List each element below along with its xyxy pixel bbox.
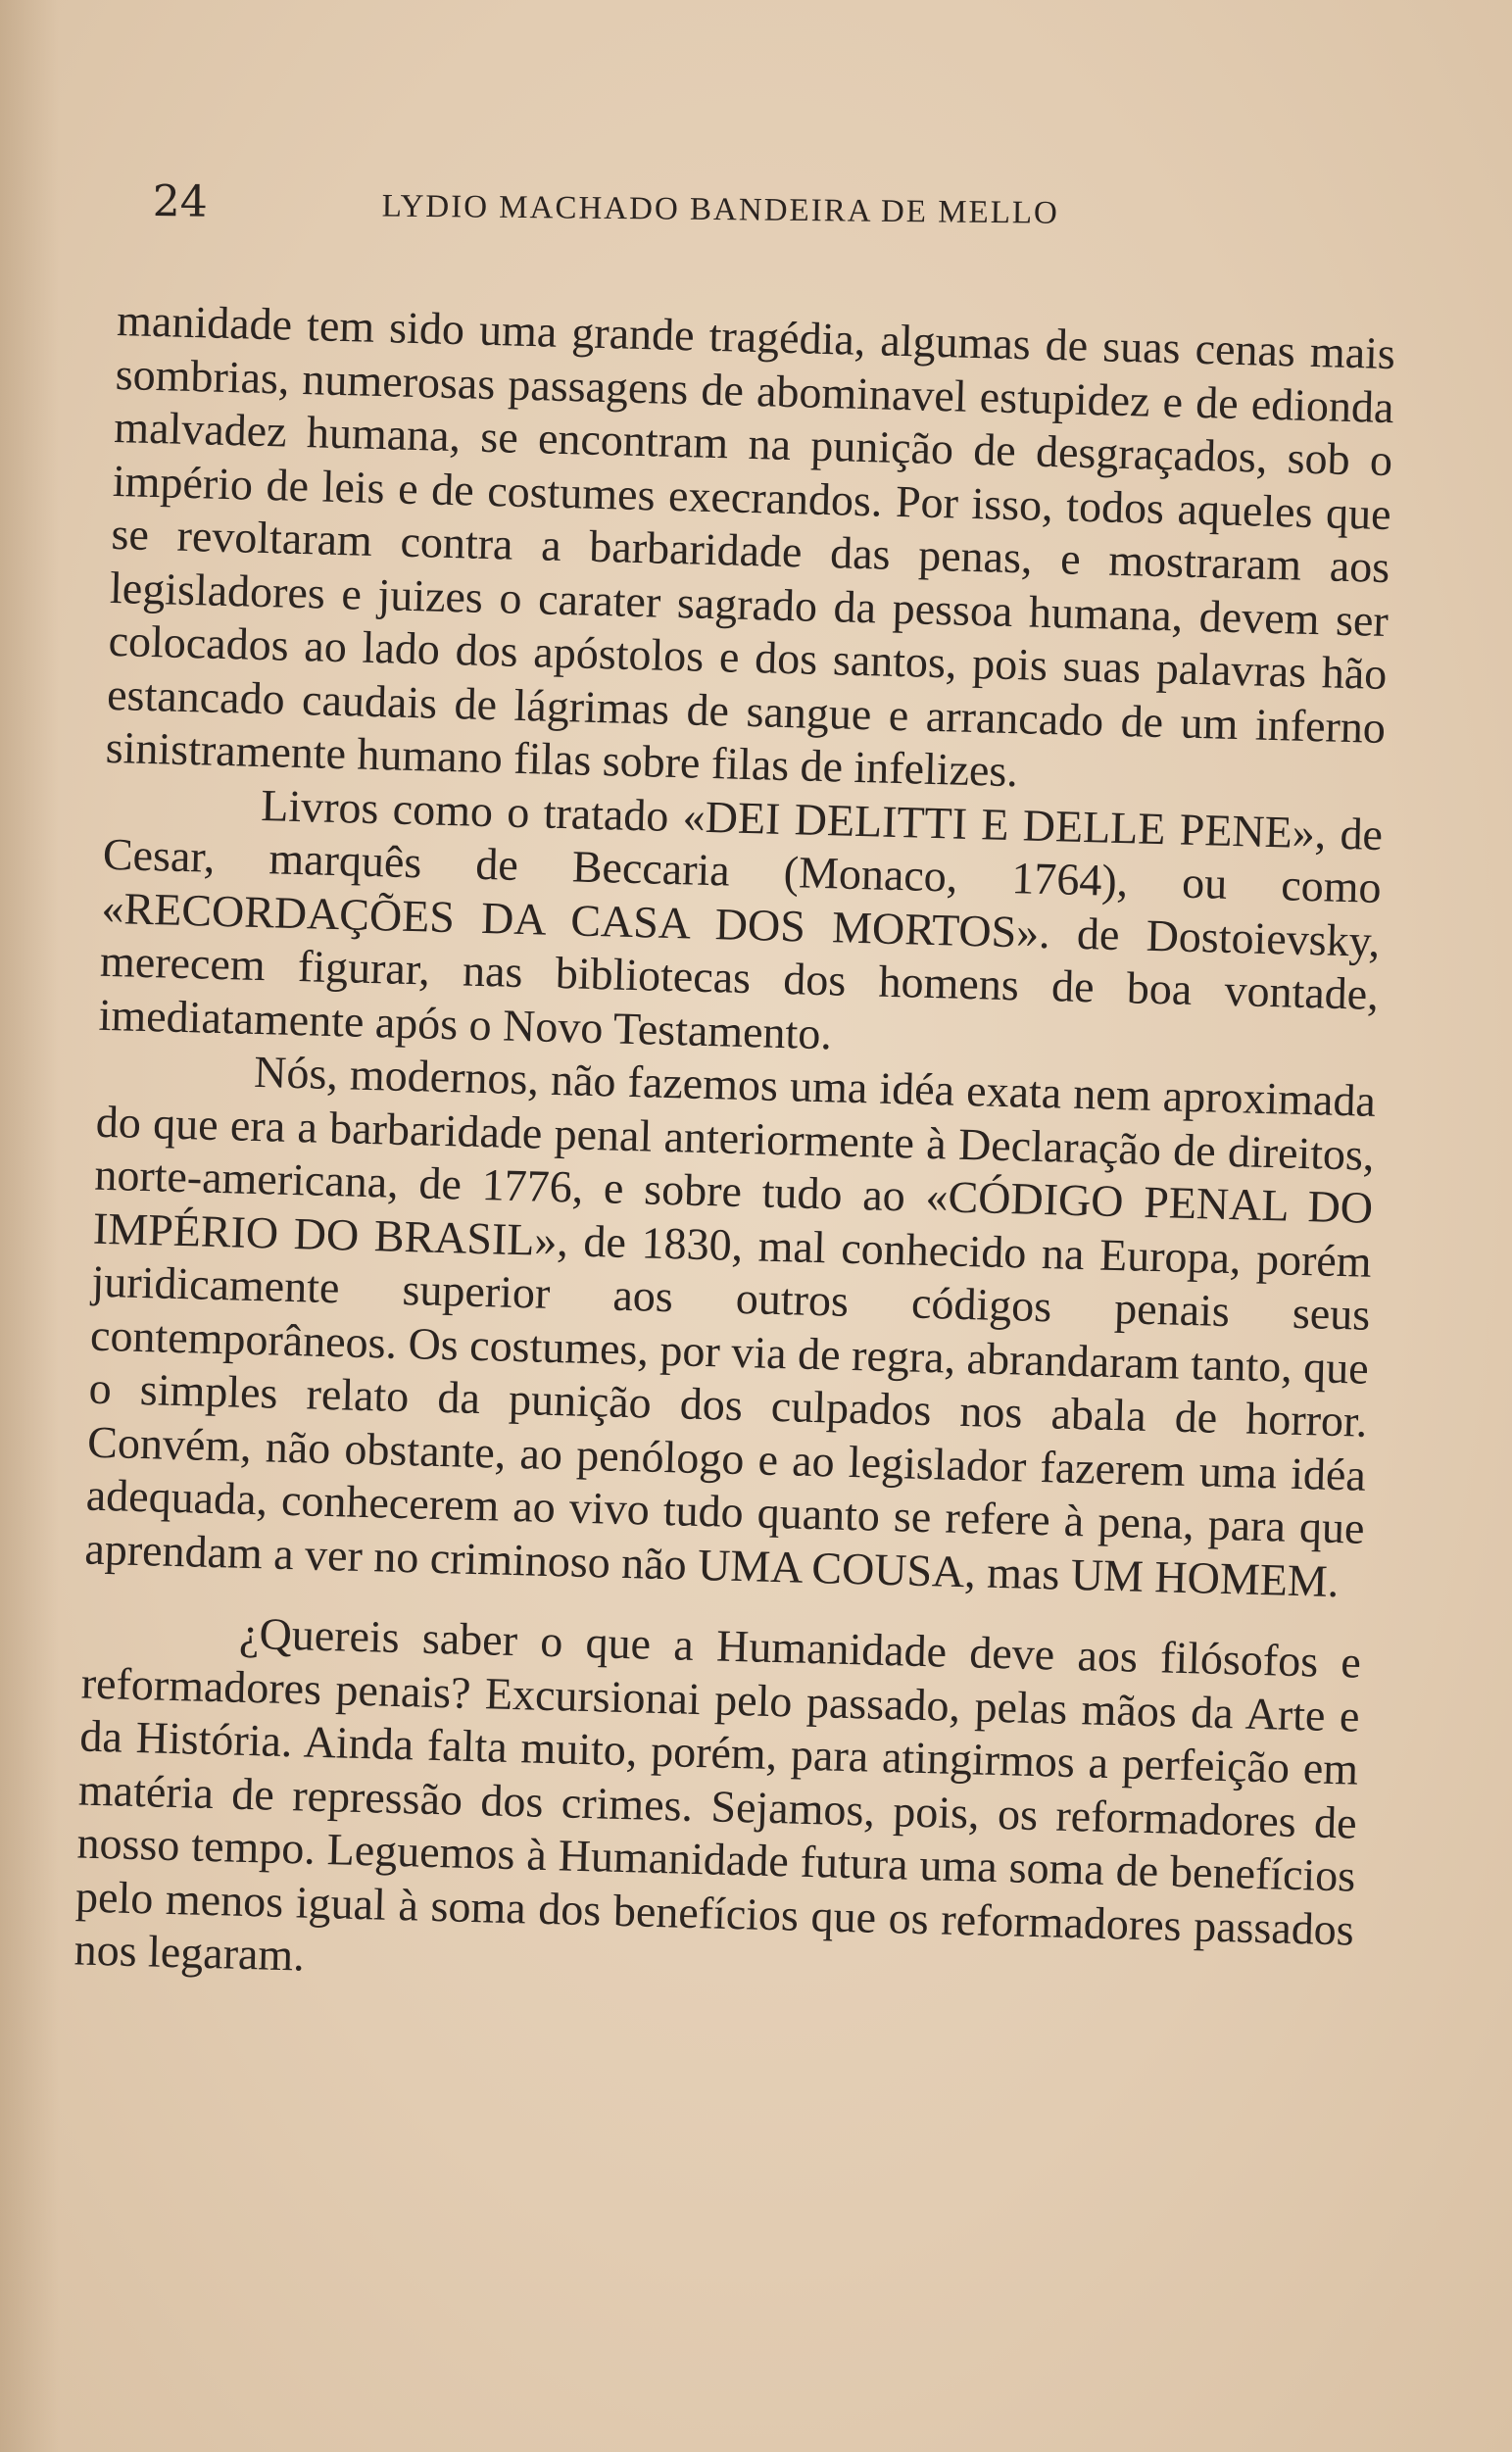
page-header	[146, 176, 1186, 246]
body-text	[73, 294, 1396, 2010]
paragraph-2: Livros como o tratado «DEI DELITTI E DELLE PENE», de Cesar, marquês de Beccaria (Monaco, 1764), ou como «RECORDAÇÕES DA CASA DOS MORTOS». de Dostoievsky, merecem figurar, nas bibliotecas dos homens de boa vontade, imediatamente após o Novo Testamento.	[98, 779, 1384, 1058]
running-head: LYDIO MACHADO BANDEIRA DE MELLO	[381, 188, 1060, 231]
page-number: 24	[152, 176, 208, 227]
paragraph-3: Nós, modernos, não fazemos uma idéa exata nem aproximada do que era a barbaridade penal anteriormente à Declaração de direitos, norte-americana, de 1776, e sobre tudo ao «CÓDIGO PENAL DO IMPÉRIO DO BRASIL», de 1830, mal conhecido na Europa, porém juridicamente superior aos outros códigos penais seus contemporâneos. Os costumes, por via de regra, abrandaram tanto, que o simples relato da punição dos culpados nos abala de horror. Convém, não obstante, ao penólogo e ao legislador fazerem uma idéa adequada, conhecerem ao vivo tudo quanto se refere à pena, para que aprendam a ver no criminoso não UMA COUSA, mas UM HOMEM.	[83, 1046, 1377, 1606]
paragraph-4: ¿Quereis saber o que a Humanidade deve aos filósofos e reformadores penais? Excursionai pelo passado, pelas mãos da Arte e da História. Ainda falta muito, porém, para atingirmos a perfeição em matéria de repressão dos crimes. Sejamos, pois, os reformadores de nosso tempo. Leguemos à Humanidade futura uma soma de benefícios pelo menos igual à soma dos benefícios que os reformadores passados nos legaram.	[73, 1607, 1362, 1981]
page-gutter-shadow	[0, 0, 59, 2452]
paragraph-1: manidade tem sido uma grande tragédia, algumas de suas cenas mais sombrias, numerosas passagens de abominavel estupidez e de edionda malvadez humana, se encontram na punição de desgraçados, sob o império de leis e de costumes execrandos. Por isso, todos aqueles que se revoltaram contra a barbaridade das penas, e mostraram aos legisladores e juizes o carater sagrado da pessoa humana, devem ser colocados ao lado dos apóstolos e dos santos, pois suas palavras hão estancado caudais de lágrimas de sangue e arrancado de um inferno sinistramente humano filas sobre filas de infelizes.	[105, 294, 1396, 797]
